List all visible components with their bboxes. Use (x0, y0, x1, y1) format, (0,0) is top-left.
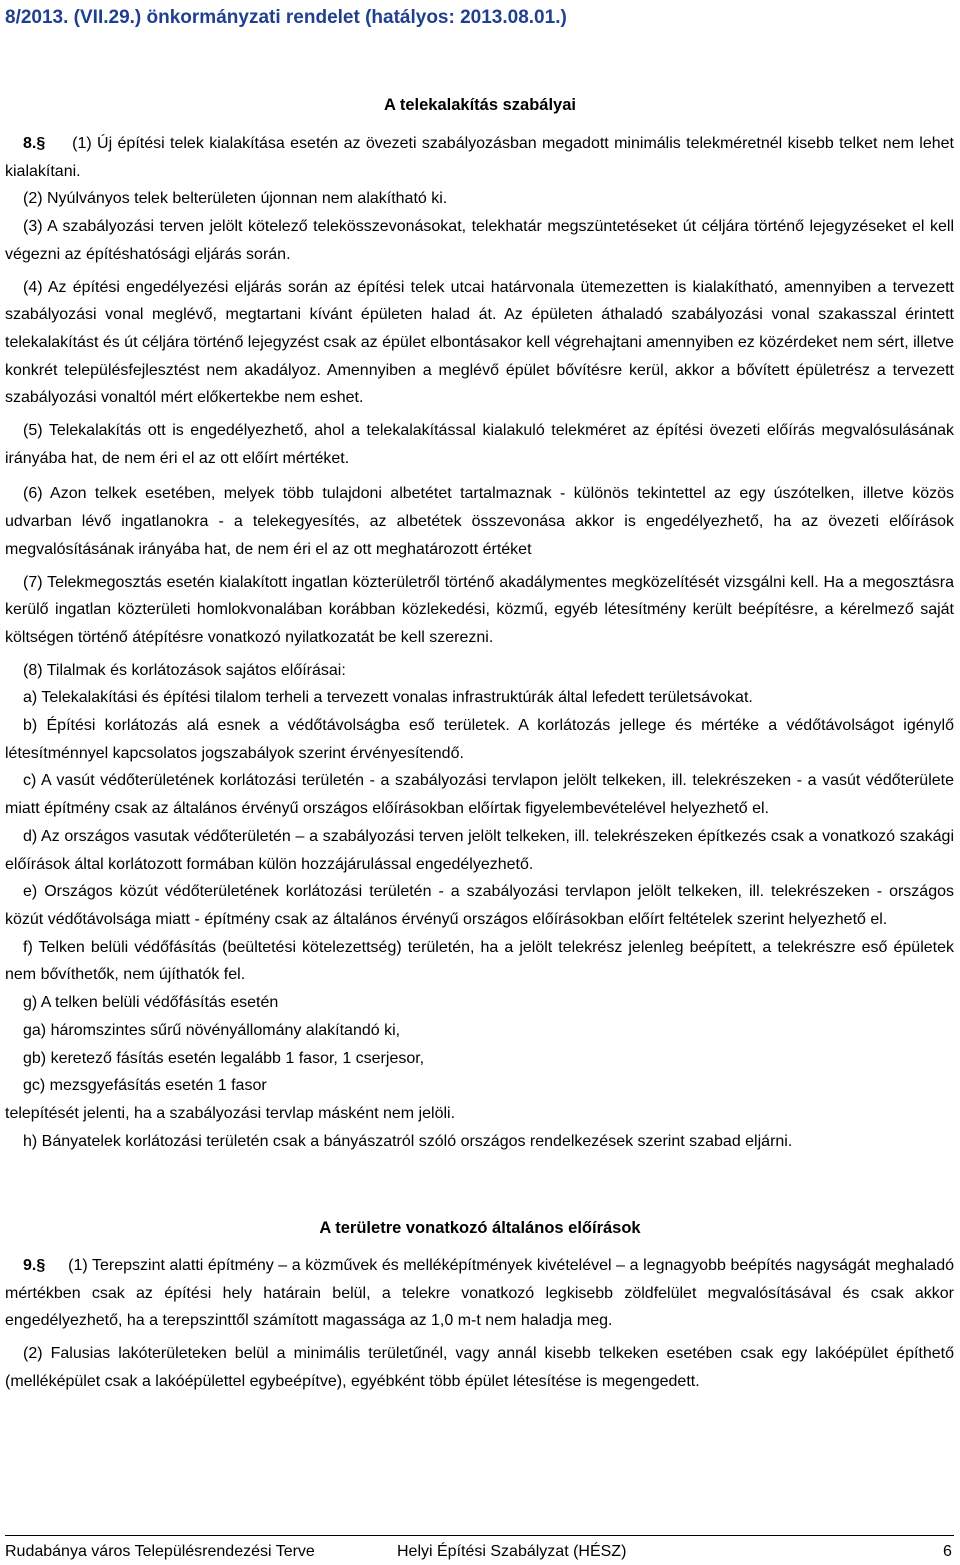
footer-divider (5, 1535, 954, 1536)
footer-center: Helyi Építési Szabályzat (HÉSZ) (397, 1543, 627, 1560)
paragraph-8-5: (5) Telekalakítás ott is engedélyezhető, ahol a telekalakítással kialakuló telekméret az építési övezeti előírás megvalósulásának irányába hat, de nem éri el az ott előírt mértéket. (5, 422, 954, 467)
list-item-gc: gc) mezsgyefásítás esetén 1 fasor (23, 1077, 267, 1095)
list-item-h: h) Bányatelek korlátozási területén csak a bányászatról szóló országos rendelkezések szerint szabad eljárni. (23, 1132, 793, 1150)
paragraph-8-1: 8.§ (1) Új építési telek kialakítása esetén az övezeti szabályozásban megadott minimális telekméretnél kisebb telket nem lehet kialakítani. (5, 135, 954, 180)
list-item-e: e) Országos közút védőterületének korlátozási területén - a szabályozási tervlapon jelölt telkeken, ill. telekrészeken - országos közút védőtávolsága miatt - építmény csak az általános érvényű országos előírásokban előírt feltételek szerint helyezhető el. (5, 883, 954, 928)
list-item-d: d) Az országos vasutak védőterületén – a szabályozási terven jelölt telkeken, ill. telekrészeken építkezés csak a vonatkozó szakági előírások által korlátozott formában külön hozzájárulással engedélyezhető. (5, 827, 954, 873)
list-item-a: a) Telekalakítási és építési tilalom terheli a tervezett vonalas infrastruktúrák által lefedett területsávokat. (23, 689, 753, 707)
list-item-f: f) Telken belüli védőfásítás (beültetési kötelezettség) területén, ha a jelölt telekrész jelenleg beépített, a telekrészre eső épületek nem bővíthetők, nem újíthatók fel. (5, 938, 954, 984)
paragraph-8-8: (8) Tilalmak és korlátozások sajátos előírásai: (23, 661, 346, 679)
list-item-gb: gb) keretező fásítás esetén legalább 1 fasor, 1 cserjesor, (23, 1049, 425, 1067)
paragraph-8-4: (4) Az építési engedélyezési eljárás során az építési telek utcai határvonala ütemezetten is kialakítható, amennyiben a tervezett szabályozási vonal meglévő, megtartani kívánt épületen halad át. Az épületen áthaladó szabályozási vonal szakasszal érintett telekalakítást és út céljára történő lejegyzést csak az épület elbontásakor kell végrehajtani amennyiben ez közérdeket nem sért, illetve konkrét településfejlesztést nem akadályoz. Amennyiben a meglévő épület bővítésre kerül, akkor a bővített épületrész a tervezett szabályozási vonaltól mért előkertekbe nem eshet. (5, 278, 954, 407)
paragraph-8-2: (2) Nyúlványos telek belterületen újonnan nem alakítható ki. (23, 190, 448, 208)
section-title: A területre vonatkozó általános előírások (319, 1219, 641, 1237)
footer-left: Rudabánya város Településrendezési Terve (5, 1543, 315, 1560)
document-header: 8/2013. (VII.29.) önkormányzati rendelet (hatályos: 2013.08.01.) (5, 7, 567, 28)
paragraph-8-7: (7) Telekmegosztás esetén kialakított ingatlan közterületről történő akadálymentes megközelítését vizsgálni kell. Ha a megosztásra kerülő ingatlan közterületi homlokvonalában korábban közlekedési, közmű, egyéb létesítmény került beépítésre, a kérelmező saját költségen történő átépítésre vonatkozó nyilatkozatát be kell szerezni. (5, 573, 954, 646)
list-item-c: c) A vasút védőterületének korlátozási területén - a szabályozási tervlapon jelölt telkeken, ill. telekrészeken - a vasút védőterülete miatt építmény csak az általános érvényű országos előírásokban előírtak figyelembevételével helyezhető el. (5, 772, 954, 818)
list-item-g-end: telepítését jelenti, ha a szabályozási tervlap másként nem jelöli. (5, 1104, 456, 1122)
paragraph-9-2: (2) Falusias lakóterületeken belül a minimális területűnél, vagy annál kisebb telkeken esetében csak egy lakóépület építhető (melléképület csak a lakóépülettel egybeépítve), egyébként több épület létesítése is megengedett. (5, 1345, 954, 1390)
paragraph-8-6: (6) Azon telkek esetében, melyek több tulajdoni albetétet tartalmaznak - különös tekintettel az egy úszótelken, illetve közös udvarban lévő ingatlanokra - a telekegyesítés, az albetétek összevonása akkor is engedélyezhető, ha az övezeti előírások megvalósításának irányába hat, de nem éri el az ott meghatározott értéket (5, 485, 954, 558)
section-9-body (5, 1252, 954, 1396)
list-item-g: g) A telken belüli védőfásítás esetén (23, 994, 279, 1012)
section-number: 9.§ (23, 1257, 46, 1274)
paragraph-8-3: (3) A szabályozási terven jelölt kötelező telekösszevonásokat, telekhatár megszüntetéseket út céljára történő lejegyzéseket el kell végezni az építéshatósági eljárás során. (5, 218, 954, 263)
list-item-ga: ga) háromszintes sűrű növényállomány alakítandó ki, (23, 1021, 401, 1039)
page-number: 6 (943, 1543, 952, 1560)
paragraph-9-1: 9.§ (1) Terepszint alatti építmény – a közművek és melléképítmények kivételével – a legnagyobb beépítés nagyságát meghaladó mértékben csak az építési hely határain belül, a telekre vonatkozó legkisebb zöldfelület megvalósításával és csak akkor engedélyezhető, ha a terepszinttől számított magassága az 1,0 m-t nem haladja meg. (5, 1257, 954, 1330)
section-8-body (5, 130, 954, 1155)
section-number: 8.§ (23, 135, 46, 152)
list-item-b: b) Építési korlátozás alá esnek a védőtávolságba eső területek. A korlátozás jellege és mértéke a védőtávolságot igénylő létesítménnyel kapcsolatos jogszabályok szerint érvényesítendő. (5, 717, 954, 762)
section-title: A telekalakítás szabályai (383, 96, 576, 114)
